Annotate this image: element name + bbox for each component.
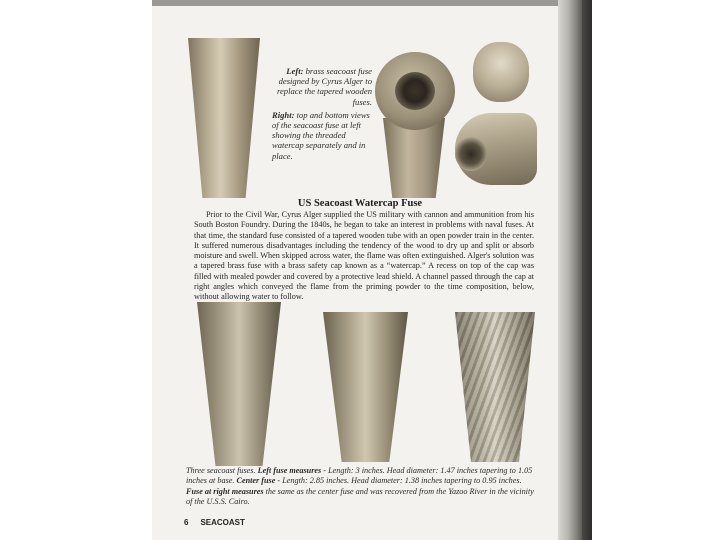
bottom-caption-intro: Three seacoast fuses. xyxy=(186,466,256,475)
caption-left-text: brass seacoast fuse designed by Cyrus Alger to replace the tapered wooden fuses. xyxy=(276,66,372,107)
article-body: Prior to the Civil War, Cyrus Alger supplied the US military with cannon and ammunition from his South Boston Foundry. During the 1840s, he began to take an interest in problems with naval fuses. At that time, the standard fuse consisted of a tapered wooden tube with an open powder train in the center. It suffered numerous disadvantages including the tendency of the wood to dry up and split or absorb moisture and swell. When skipped across water, the flame was often extinguished. Alger's solution was a tapered brass fuse with a brass safety cap known as a “watercap.” A recess on top of the cap was filled with mealed powder and covered by a protective lead shield. A channel passed through the cap at right angles which conveyed the flame from the priming powder to the time composition, below, without allowing water to follow. xyxy=(194,210,534,302)
caption-right-label: Right: xyxy=(272,109,295,120)
bottom-caption xyxy=(186,466,540,508)
section-name: SEACOAST xyxy=(200,518,245,527)
bottom-caption-left-text: - Length: 3 inches. Head diameter: 1.47 inches tapering to 1.05 inches at base. xyxy=(186,466,533,486)
bottom-caption-left-label: Left fuse measures xyxy=(257,466,322,475)
fuse-top-view-body-photo xyxy=(383,118,445,198)
top-caption-right xyxy=(272,110,372,161)
bottom-caption-right-text: the same as the center fuse and was recovered from the Yazoo River in the vicinity of the U.S.S. Cairo. xyxy=(186,486,534,507)
bottom-caption-right-label: Fuse at right measures xyxy=(186,486,264,496)
top-caption-left xyxy=(272,66,372,107)
book-spine-shadow xyxy=(582,0,592,540)
top-caption xyxy=(272,66,372,164)
page-number: 6 xyxy=(184,518,189,527)
article-heading: US Seacoast Watercap Fuse xyxy=(297,198,423,209)
page-footer xyxy=(184,518,245,527)
watercap-photo xyxy=(473,42,529,102)
caption-right-text: top and bottom views of the seacoast fuse at left showing the threaded watercap separately and in place. xyxy=(272,109,370,161)
fuse-top-view-cap-photo xyxy=(375,52,455,130)
bottom-caption-center-text: - Length: 2.85 inches. Head diameter: 1.38 inches tapering to 0.95 inches. xyxy=(277,476,522,486)
fuse-bottom-view-photo xyxy=(455,113,537,185)
book-binding xyxy=(558,0,582,540)
caption-left-label: Left: xyxy=(286,66,304,76)
bottom-caption-center-label: Center fuse xyxy=(236,476,276,486)
